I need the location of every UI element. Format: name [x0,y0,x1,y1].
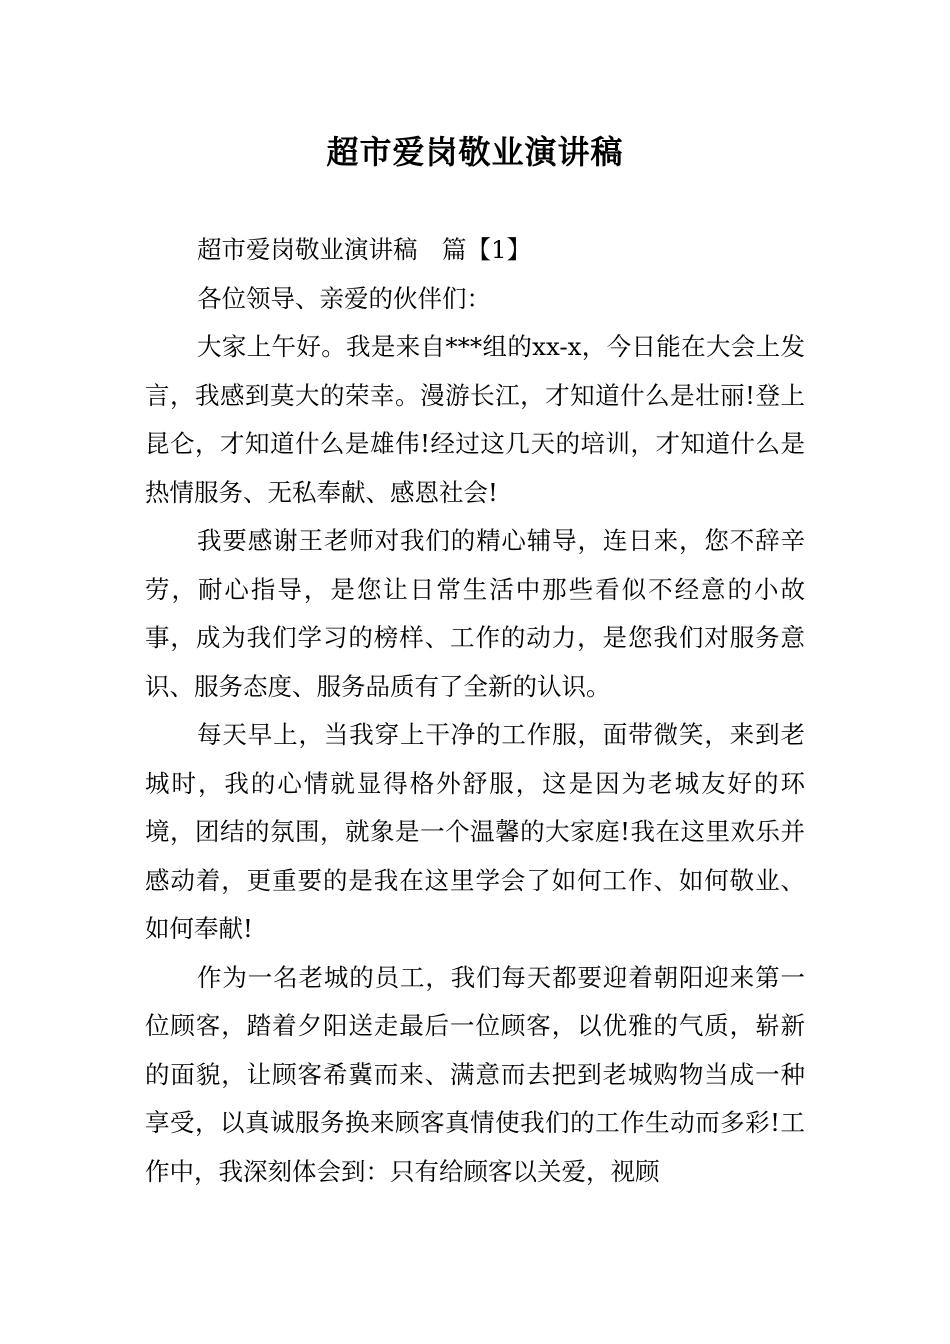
section-heading: 超市爱岗敬业演讲稿 篇【1】 [197,235,532,264]
salutation: 各位领导、亲爱的伙伴们： [197,283,491,313]
paragraph: 每天早上，当我穿上干净的工作服，面带微笑，来到老城时，我的心情就显得格外舒服，这是因为老城友好的环境，团结的氛围，就象是一个温馨的大家庭!我在这里欢乐并感动着，更重要的是我在这里学会了如何工作、如何敬业、如何奉献! [145,720,805,943]
paragraph: 我要感谢王老师对我们的精心辅导，连日来，您不辞辛劳，耐心指导，是您让日常生活中那些看似不经意的小故事，成为我们学习的榜样、工作的动力，是您我们对服务意识、服务态度、服务品质有了全新的认识。 [145,526,805,701]
paragraph: 作为一名老城的员工，我们每天都要迎着朝阳迎来第一位顾客，踏着夕阳送走最后一位顾客，以优雅的气质，崭新的面貌，让顾客希冀而来、满意而去把到老城购物当成一种享受，以真诚服务换来顾客真情使我们的工作生动而多彩!工作中，我深刻体会到：只有给顾客以关爱，视顾 [145,962,805,1186]
document-body [145,226,805,1196]
document-title: 超市爱岗敬业演讲稿 [326,133,624,171]
paragraph: 大家上午好。我是来自***组的xx-x，今日能在大会上发言，我感到莫大的荣幸。漫游长江，才知道什么是壮丽!登上昆仑，才知道什么是雄伟!经过这几天的培训，才知道什么是热情服务、无私奉献、感恩社会! [145,332,805,507]
